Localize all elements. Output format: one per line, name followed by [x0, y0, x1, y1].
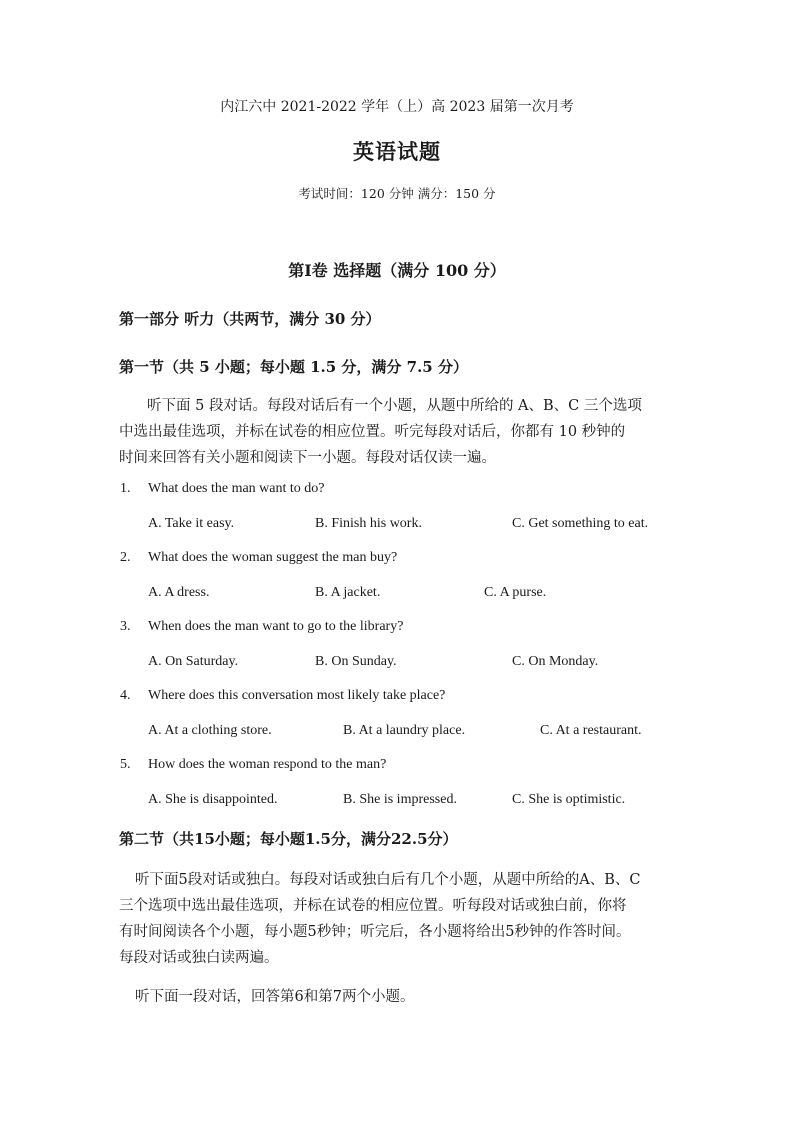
- option-b[interactable]: B. A jacket.: [315, 585, 381, 600]
- question-text: Where does this conversation most likely take place?: [148, 688, 446, 703]
- option-c[interactable]: C. She is optimistic.: [512, 792, 626, 807]
- option-a[interactable]: A. A dress.: [148, 585, 210, 600]
- section2-title: 第二节（共15小题；每小题1.5分，满分22.5分）: [119, 830, 458, 848]
- section2-instruction-line: 三个选项中选出最佳选项，并标在试卷的相应位置。听每段对话或独白前，你将: [119, 898, 627, 914]
- section1-instruction-line: 听下面 5 段对话。每段对话后有一个小题，从题中所给的 A、B、C 三个选项: [147, 398, 642, 414]
- exam-header-line: 内江六中 2021-2022 学年（上）高 2023 届第一次月考: [220, 99, 574, 115]
- option-b[interactable]: B. On Sunday.: [315, 654, 397, 669]
- section1-instruction-line: 时间来回答有关小题和阅读下一小题。每段对话仅读一遍。: [119, 450, 496, 466]
- question-3: [120, 619, 403, 635]
- question-1: [120, 481, 325, 497]
- section2-subinstruction: 听下面一段对话，回答第6和第7两个小题。: [135, 989, 415, 1005]
- option-b[interactable]: B. Finish his work.: [315, 516, 422, 531]
- option-c[interactable]: C. On Monday.: [512, 654, 599, 669]
- question-number: 1.: [120, 481, 131, 496]
- section2-instruction-line: 每段对话或独白读两遍。: [119, 950, 279, 966]
- question-number: 3.: [120, 619, 131, 634]
- question-number: 5.: [120, 757, 131, 772]
- option-a[interactable]: A. Take it easy.: [148, 516, 235, 531]
- option-b[interactable]: B. She is impressed.: [343, 792, 457, 807]
- exam-title: 英语试题: [353, 139, 441, 164]
- section2-instruction-line: 听下面5段对话或独白。每段对话或独白后有几个小题，从题中所给的A、B、C: [135, 872, 641, 888]
- section1-title: 第一节（共 5 小题；每小题 1.5 分，满分 7.5 分）: [119, 358, 468, 376]
- part1-title: 第一部分 听力（共两节，满分 30 分）: [119, 310, 381, 328]
- option-b[interactable]: B. At a laundry place.: [343, 723, 466, 738]
- question-4: [120, 688, 445, 704]
- volume-title: 第Ⅰ卷 选择题（满分 100 分）: [288, 261, 506, 280]
- section2-instruction-line: 有时间阅读各个小题，每小题5秒钟；听完后，各小题将给出5秒钟的作答时间。: [119, 924, 631, 940]
- question-number: 4.: [120, 688, 131, 703]
- question-text: When does the man want to go to the library?: [148, 619, 404, 634]
- option-c[interactable]: C. A purse.: [484, 585, 547, 600]
- option-a[interactable]: A. On Saturday.: [148, 654, 239, 669]
- question-text: What does the man want to do?: [148, 481, 325, 496]
- exam-meta: 考试时间：120 分钟 满分：150 分: [298, 186, 496, 201]
- option-a[interactable]: A. At a clothing store.: [148, 723, 272, 738]
- question-text: What does the woman suggest the man buy?: [148, 550, 398, 565]
- option-c[interactable]: C. At a restaurant.: [540, 723, 642, 738]
- question-number: 2.: [120, 550, 131, 565]
- section1-instruction-line: 中选出最佳选项，并标在试卷的相应位置。听完每段对话后，你都有 10 秒钟的: [119, 424, 626, 440]
- question-5: [120, 757, 386, 773]
- question-2: [120, 550, 397, 566]
- option-a[interactable]: A. She is disappointed.: [148, 792, 278, 807]
- option-c[interactable]: C. Get something to eat.: [512, 516, 649, 531]
- question-text: How does the woman respond to the man?: [148, 757, 387, 772]
